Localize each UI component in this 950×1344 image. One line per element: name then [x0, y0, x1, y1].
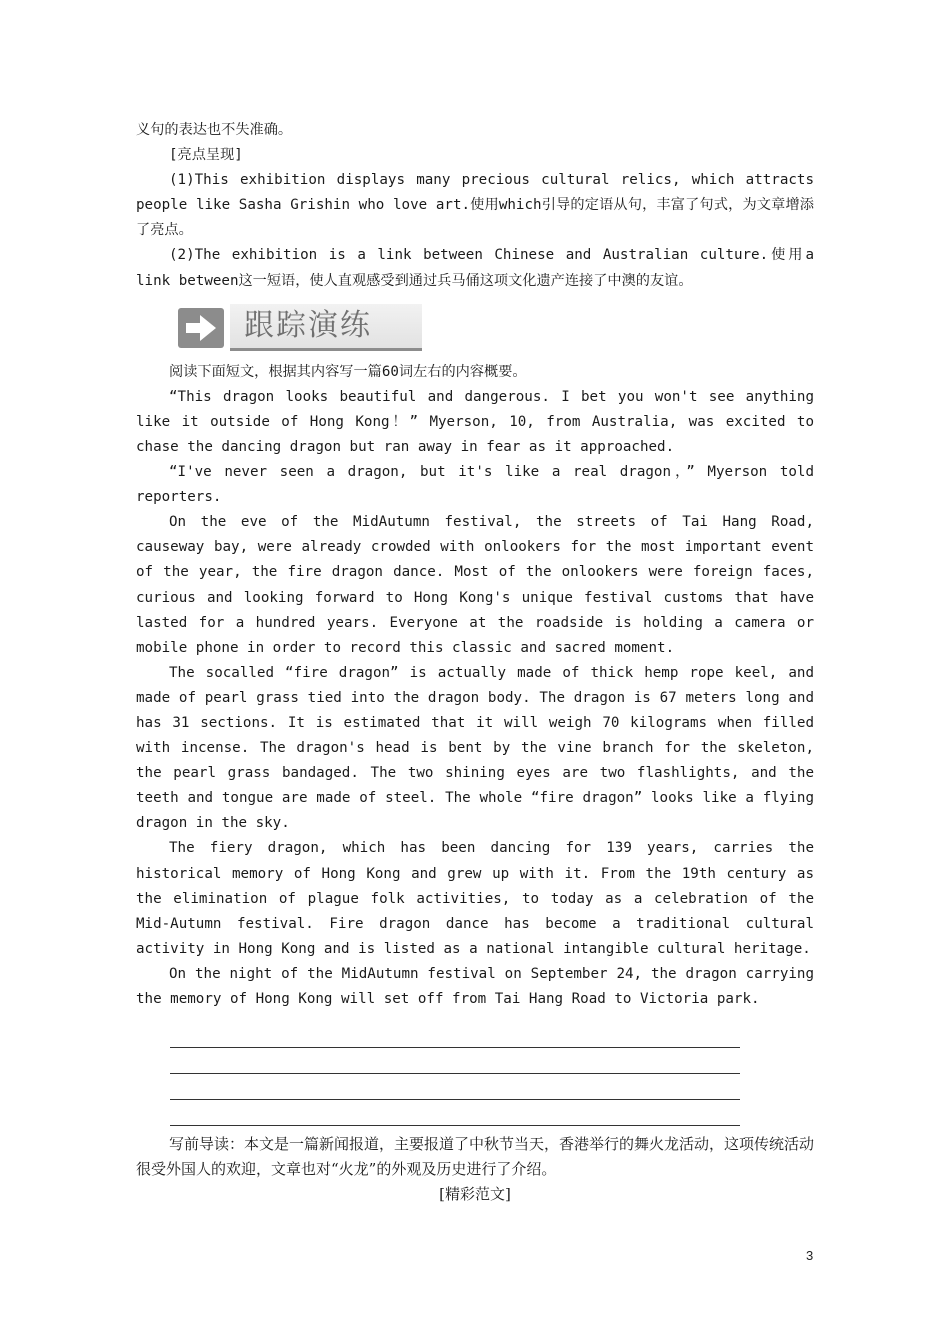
answer-lines[interactable] — [170, 1022, 740, 1126]
answer-line[interactable] — [170, 1100, 740, 1126]
arrow-right-icon — [178, 308, 224, 348]
passage-paragraph: “This dragon looks beautiful and dangerous. I bet you won't see anything like it outside of Hong Kong！” Myerson, 10, from Australia, was excited to chase the dancing dragon but ran away in fear as it approached. — [136, 388, 814, 455]
exercise-instruction: 阅读下面短文，根据其内容写一篇60词左右的内容概要。 — [169, 363, 527, 380]
highlight-point-2: (2)The exhibition is a link between Chinese and Australian culture.使用a link between这一短语，使人直观感受到通过兵马俑这项文化遗产连接了中澳的友谊。 — [136, 247, 814, 289]
passage-paragraph: The fiery dragon, which has been dancing for 139 years, carries the historical memory of Hong Kong and grew up with it. From the 19th century as the elimination of plague folk activities, to today as a celebration of the Mid-Autumn festival. Fire dragon dance has become a traditional cultural activity in Hong Kong and is listed as a national intangible cultural heritage. — [136, 840, 814, 957]
answer-line[interactable] — [170, 1048, 740, 1074]
banner-title: 跟踪演练 — [230, 304, 422, 351]
document-page — [136, 118, 814, 1207]
answer-line[interactable] — [170, 1074, 740, 1100]
answer-line[interactable] — [170, 1022, 740, 1048]
passage-paragraph: “I've never seen a dragon, but it's like a real dragon，” Myerson told reporters. — [136, 464, 814, 506]
highlight-point-1: (1)This exhibition displays many precious cultural relics, which attracts people like Sasha Grishin who love art.使用which引导的定语从句，丰富了句式，为文章增添了亮点。 — [136, 172, 814, 239]
passage-paragraph: On the eve of the MidAutumn festival, the streets of Tai Hang Road, causeway bay, were already crowded with onlookers for the most important event of the year, the fire dragon dance. Most of the onlookers were foreign faces, curious and looking forward to Hong Kong's unique festival customs that have lasted for a hundred years. Everyone at the roadside is holding a camera or mobile phone in order to record this classic and sacred moment. — [136, 514, 814, 656]
highlight-heading: [亮点呈现] — [169, 147, 243, 164]
page-number: 3 — [806, 1248, 814, 1263]
passage-paragraph: On the night of the MidAutumn festival on September 24, the dragon carrying the memory of Hong Kong will set off from Tai Hang Road to Victoria park. — [136, 965, 814, 1007]
section-banner — [170, 304, 410, 354]
passage-paragraph: The socalled “fire dragon” is actually made of thick hemp rope keel, and made of pearl grass tied into the dragon body. The dragon is 67 meters long and has 31 sections. It is estimated that it will weigh 70 kilograms when filled with incense. The dragon's head is bent by the vine branch for the skeleton, the pearl grass bandaged. The two shining eyes are two flashlights, and the teeth and tongue are made of steel. The whole “fire dragon” looks like a flying dragon in the sky. — [136, 664, 814, 832]
writing-guide: 写前导读：本文是一篇新闻报道，主要报道了中秋节当天，香港举行的舞火龙活动，这项传统活动很受外国人的欢迎，文章也对“火龙”的外观及历史进行了介绍。 — [136, 1135, 815, 1179]
model-essay-heading: [精彩范文] — [439, 1185, 511, 1204]
intro-line: 义句的表达也不失准确。 — [136, 122, 293, 138]
